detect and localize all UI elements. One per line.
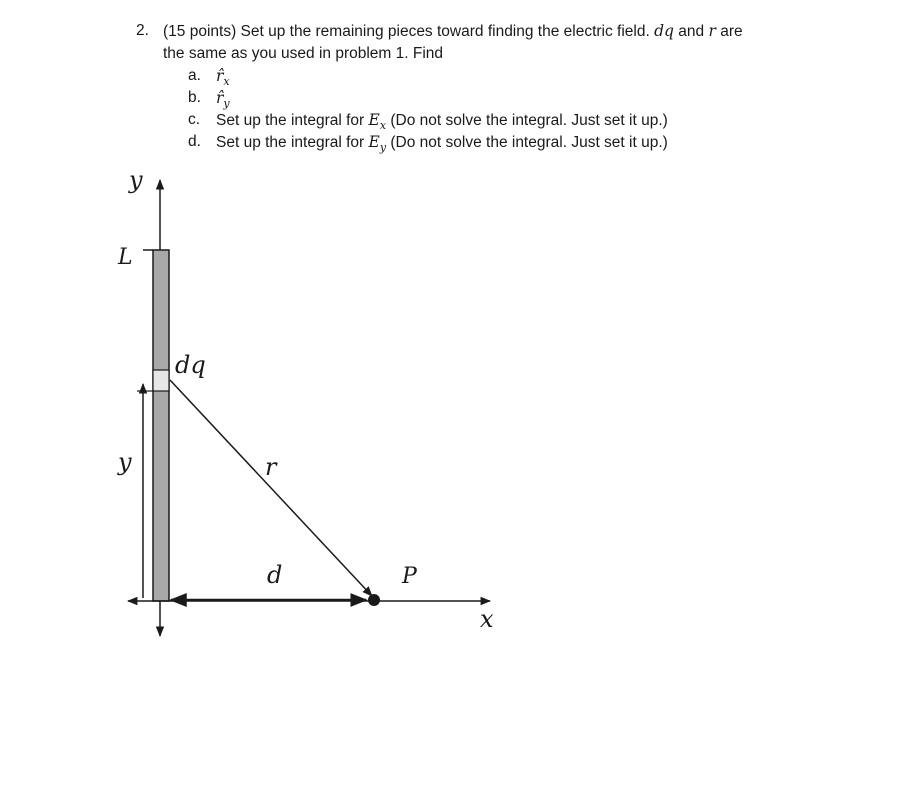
problem-number: 2.	[136, 22, 149, 39]
r-hat-symbol: r̂	[216, 67, 224, 85]
sub-question-label: c.	[188, 111, 201, 128]
sub-question-text: Set up the integral for	[216, 112, 365, 129]
subscript: y	[223, 97, 230, 110]
y-axis-label: y	[129, 166, 143, 194]
subscript: x	[379, 119, 387, 132]
y-position-label: y	[118, 448, 132, 476]
and-text: and	[678, 23, 705, 40]
r-hat-symbol: r̂	[216, 89, 224, 107]
l-label: L	[118, 245, 133, 270]
r-label: r	[265, 453, 277, 481]
sub-question-label: b.	[188, 89, 201, 106]
e-symbol: E	[368, 111, 380, 129]
e-symbol: E	[368, 133, 380, 151]
stem-line-2: the same as you used in problem 1. Find	[163, 45, 444, 62]
point-p	[368, 594, 380, 606]
p-label: P	[402, 564, 417, 589]
sub-question-label: d.	[188, 133, 201, 150]
sub-question-label: a.	[188, 67, 201, 84]
sub-question-text: Set up the integral for	[216, 134, 365, 151]
subscript: y	[379, 141, 387, 154]
dq-symbol: dq	[654, 22, 674, 40]
x-axis-label: x	[480, 605, 494, 633]
sub-question-note: (Do not solve the integral. Just set it up.)	[390, 112, 668, 129]
d-label: d	[267, 561, 283, 589]
sub-question-note: (Do not solve the integral. Just set it up.)	[390, 134, 668, 151]
dq-label: dq	[175, 351, 206, 379]
charged-rod	[153, 250, 169, 601]
are-text: are	[720, 23, 743, 40]
dq-element	[153, 370, 169, 391]
subscript: x	[223, 75, 230, 88]
stem-text-1: (15 points) Set up the remaining pieces toward finding the electric field.	[163, 23, 650, 40]
r-symbol: r	[708, 22, 716, 40]
